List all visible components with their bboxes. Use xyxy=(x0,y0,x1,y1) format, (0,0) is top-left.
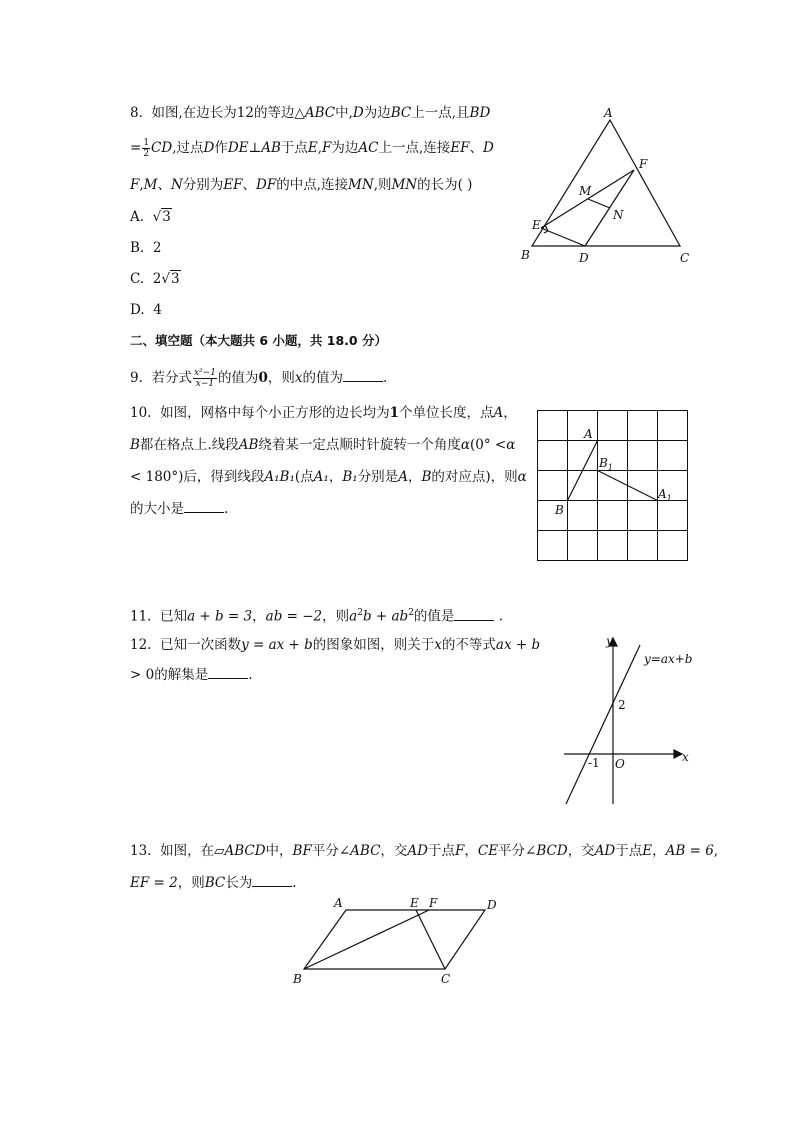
label-e: E xyxy=(410,896,419,910)
label-f: F xyxy=(639,157,648,171)
x-axis-arrow xyxy=(674,750,682,758)
grid-border xyxy=(538,411,688,561)
label-neg1: -1 xyxy=(588,756,600,770)
answer-blank[interactable] xyxy=(343,369,383,382)
label-c: C xyxy=(680,251,690,265)
q9-number: 9. xyxy=(130,370,143,386)
q8-fraction: $\frac{1}{2}$ xyxy=(143,138,150,159)
label-b: B xyxy=(521,248,530,262)
answer-blank[interactable] xyxy=(184,500,224,513)
q8-option-c[interactable]: C. 2√3 xyxy=(130,271,180,287)
answer-blank[interactable] xyxy=(454,608,494,621)
label-x: x xyxy=(682,750,689,764)
q12-number: 12. xyxy=(130,637,152,653)
label-b: B xyxy=(555,503,564,517)
label-function: y=ax+b xyxy=(644,652,693,666)
q11-line: 11. 已知a + b = 3，ab = −2，则$a^2b + ab^2$的值是 . xyxy=(130,608,504,625)
q9-line: 9. 若分式 $\frac{\text{x²−1}}{x-1}$ 的值为0，则x的值为 . xyxy=(130,368,388,389)
label-a: A xyxy=(604,106,613,120)
label-f: F xyxy=(429,896,438,910)
q8-line-1: 8. 如图,在边长为12的等边△ABC中,D为边BC上一点,且BD xyxy=(130,105,491,121)
label-two: 2 xyxy=(618,698,626,712)
label-e: E xyxy=(532,218,541,232)
q10-number: 10. xyxy=(130,405,152,421)
q9-fraction: $\frac{\text{x²−1}}{x-1}$ xyxy=(193,368,216,389)
label-b1: $B_1$ xyxy=(599,456,613,472)
sqrt-symbol: √3 xyxy=(152,209,171,225)
q8-line-2: = $\frac{1}{2}$ CD,过点D作DE⊥AB于点E,F为边AC上一点,连接EF、D xyxy=(130,138,494,159)
answer-blank[interactable] xyxy=(252,874,292,887)
label-b: B xyxy=(293,972,302,986)
q8-number: 8. xyxy=(130,105,143,121)
label-d: D xyxy=(579,251,589,265)
q10-line-1: 10. 如图，网格中每个小正方形的边长均为1个单位长度，点A， xyxy=(130,405,517,421)
segment-bf xyxy=(304,910,429,969)
sqrt-symbol: √3 xyxy=(161,271,180,287)
q8-line-3: F,M、N分别为EF、DF的中点,连接MN,则MN的长为( ) xyxy=(130,177,473,193)
label-origin: O xyxy=(615,757,625,771)
segment-mn xyxy=(588,199,610,208)
label-a: A xyxy=(584,427,593,441)
q8-option-d[interactable]: D. 4 xyxy=(130,302,162,318)
q11-number: 11. xyxy=(130,608,152,625)
q10-line-4: 的大小是 . xyxy=(130,501,229,517)
q10-line-3: < 180°)后，得到线段A₁B₁(点A₁，B₁分别是A，B的对应点)，则α xyxy=(130,469,527,485)
q13-parallelogram-figure xyxy=(290,895,520,990)
q10-grid-figure xyxy=(537,410,689,562)
q12-line-1: 12. 已知一次函数y = ax + b的图象如图，则关于x的不等式ax + b xyxy=(130,637,541,653)
parallelogram-abcd xyxy=(304,910,485,969)
label-a: A xyxy=(334,896,343,910)
label-m: M xyxy=(579,184,592,198)
label-d: D xyxy=(487,898,497,912)
q13-number: 13. xyxy=(130,843,152,859)
q13-line-1: 13. 如图，在▱ABCD中，BF平分∠ABC，交AD于点F，CE平分∠BCD，交AD于点E，AB = 6, xyxy=(130,843,719,859)
triangle-abc xyxy=(532,120,680,246)
answer-blank[interactable] xyxy=(208,666,248,679)
label-c: C xyxy=(441,972,451,986)
q8-triangle-figure xyxy=(500,100,710,270)
q8-option-b[interactable]: B. 2 xyxy=(130,240,162,256)
label-y: y xyxy=(606,634,613,648)
label-n: N xyxy=(613,208,624,222)
q13-line-2: EF = 2，则BC长为 . xyxy=(130,875,297,891)
segment-ce xyxy=(416,910,445,969)
q8-option-a[interactable]: A. √3 xyxy=(130,209,171,225)
function-line xyxy=(566,645,640,804)
q10-line-2: B都在格点上.线段AB绕着某一定点顺时针旋转一个角度α(0° <α xyxy=(130,437,516,453)
q12-line-2: > 0的解集是 . xyxy=(130,667,253,683)
q12-graph-figure xyxy=(556,630,706,810)
section-heading: 二、填空题（本大题共 6 小题，共 18.0 分） xyxy=(130,333,387,348)
label-a1: $A_1$ xyxy=(658,487,672,503)
